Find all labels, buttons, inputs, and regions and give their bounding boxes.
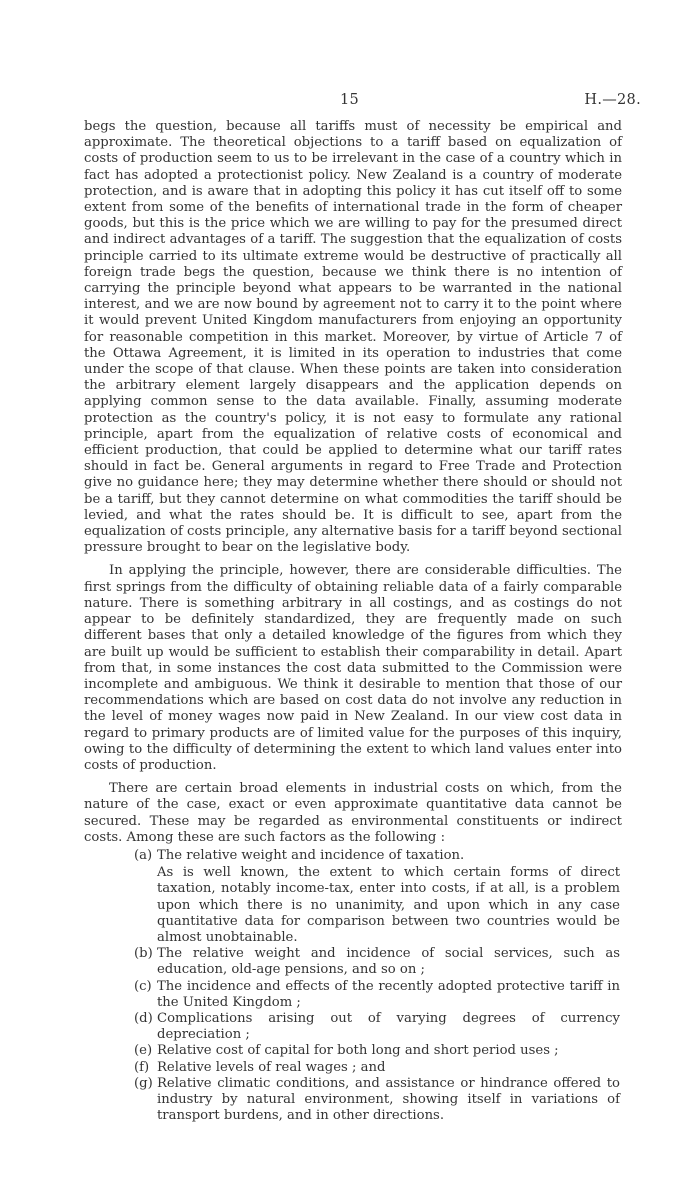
- factor-marker: (a): [134, 847, 153, 863]
- factor-item: [84, 1060, 622, 1076]
- factor-item: [84, 946, 622, 978]
- factor-marker: (b): [134, 946, 153, 962]
- factor-marker: (f): [134, 1059, 150, 1075]
- factor-text: Relative cost of capital for both long and short period uses ;: [157, 1043, 559, 1059]
- factor-item: [84, 1076, 622, 1125]
- factor-marker: (e): [134, 1043, 153, 1059]
- paragraph-difficulties: In applying the principle, however, there are considerable difficulties. The first springs from the difficulty of obtaining reliable data of a fairly comparable nature. There is something arbitrary in all costings, and as costings do not appear to be definitely standardized, they are frequently made on such different bases that only a detailed knowledge of the figures from which they are built up would be sufficient to establish their comparability in detail. Apart from that, in some instances the cost data submitted to the Commission were incomplete and ambiguous. We think it desirable to mention that those of our recommendations which are based on cost data do not involve any reduction in the level of money wages now paid in New Zealand. In our view cost data in regard to primary products are of limited value for the purposes of this inquiry, owing to the difficulty of determining the extent to which land values enter into costs of production.: [84, 563, 622, 773]
- factor-marker: (g): [134, 1075, 153, 1091]
- factor-note-text: As is well known, the extent to which certain forms of direct taxation, notably income-tax, enter into costs, if at all, is a problem upon which there is no unanimity, and upon which in any case quantitative data for comparison between two countries would be almost unobtainable.: [157, 865, 620, 945]
- factor-text: The relative weight and incidence of social services, such as education, old-age pensions, and so on ;: [157, 946, 620, 978]
- document-reference: H.—28.: [584, 92, 641, 108]
- factor-note: [157, 865, 620, 946]
- factor-text: Relative levels of real wages ; and: [157, 1059, 386, 1075]
- factor-text: The incidence and effects of the recently adopted protective tariff in the United Kingdom ;: [157, 978, 620, 1010]
- factor-list: [84, 848, 622, 1124]
- factor-marker: (c): [134, 978, 152, 994]
- paragraph-continuation: begs the question, because all tariffs must of necessity be empirical and approximate. The theoretical objections to a tariff based on equalization of costs of production seem to us to be irrelevant in the case of a country which in fact has adopted a protectionist policy. New Zealand is a country of moderate protection, and is aware that in adopting this policy it has cut itself off to some extent from some of the benefits of international trade in the form of cheaper goods, but this is the price which we are willing to pay for the presumed direct and indirect advantages of a tariff. The suggestion that the equalization of costs principle carried to its ultimate extreme would be destructive of practically all foreign trade begs the question, because we think there is no intention of carrying the principle beyond what appears to be warranted in the national interest, and we are now bound by agreement not to carry it to the point where it would prevent United Kingdom manufacturers from enjoying an opportunity for reasonable competition in this market. Moreover, by virtue of Article 7 of the Ottawa Agreement, it is limited in its operation to industries that come under the scope of that clause. When these points are taken into consideration the arbitrary element largely disappears and the application depends on applying common sense to the data available. Finally, assuming moderate protection as the country's policy, it is not easy to formulate any rational principle, apart from the equalization of relative costs of economical and efficient production, that could be applied to determine what our tariff rates should in fact be. General arguments in regard to Free Trade and Protection give no guidance here; they may determine whether there should or should not be a tariff, but they cannot determine on what commodities the tariff should be levied, and what the rates should be. It is difficult to see, apart from the equalization of costs principle, any alternative basis for a tariff beyond sectional pressure brought to bear on the legislative body.: [84, 119, 622, 556]
- factor-text: The relative weight and incidence of taxation.: [157, 847, 465, 863]
- page-number: 15: [340, 92, 360, 108]
- factor-item: [84, 1043, 622, 1059]
- factor-item: [84, 848, 622, 946]
- factor-text: Complications arising out of varying degrees of currency depreciation ;: [157, 1010, 620, 1043]
- paragraph-broad-elements: There are certain broad elements in industrial costs on which, from the nature of the case, exact or even approximate quantitative data cannot be secured. These may be regarded as environmental constituents or indirect costs. Among these are such factors as the following :: [84, 781, 622, 845]
- factor-text: Relative climatic conditions, and assistance or hindrance offered to industry by natural environment, showing itself in variations of transport burdens, and in other directions.: [157, 1075, 620, 1124]
- factor-item: [84, 1011, 622, 1043]
- page-header: [0, 92, 700, 112]
- factor-marker: (d): [134, 1010, 153, 1026]
- factor-item: [84, 979, 622, 1011]
- body-text: [84, 119, 622, 1124]
